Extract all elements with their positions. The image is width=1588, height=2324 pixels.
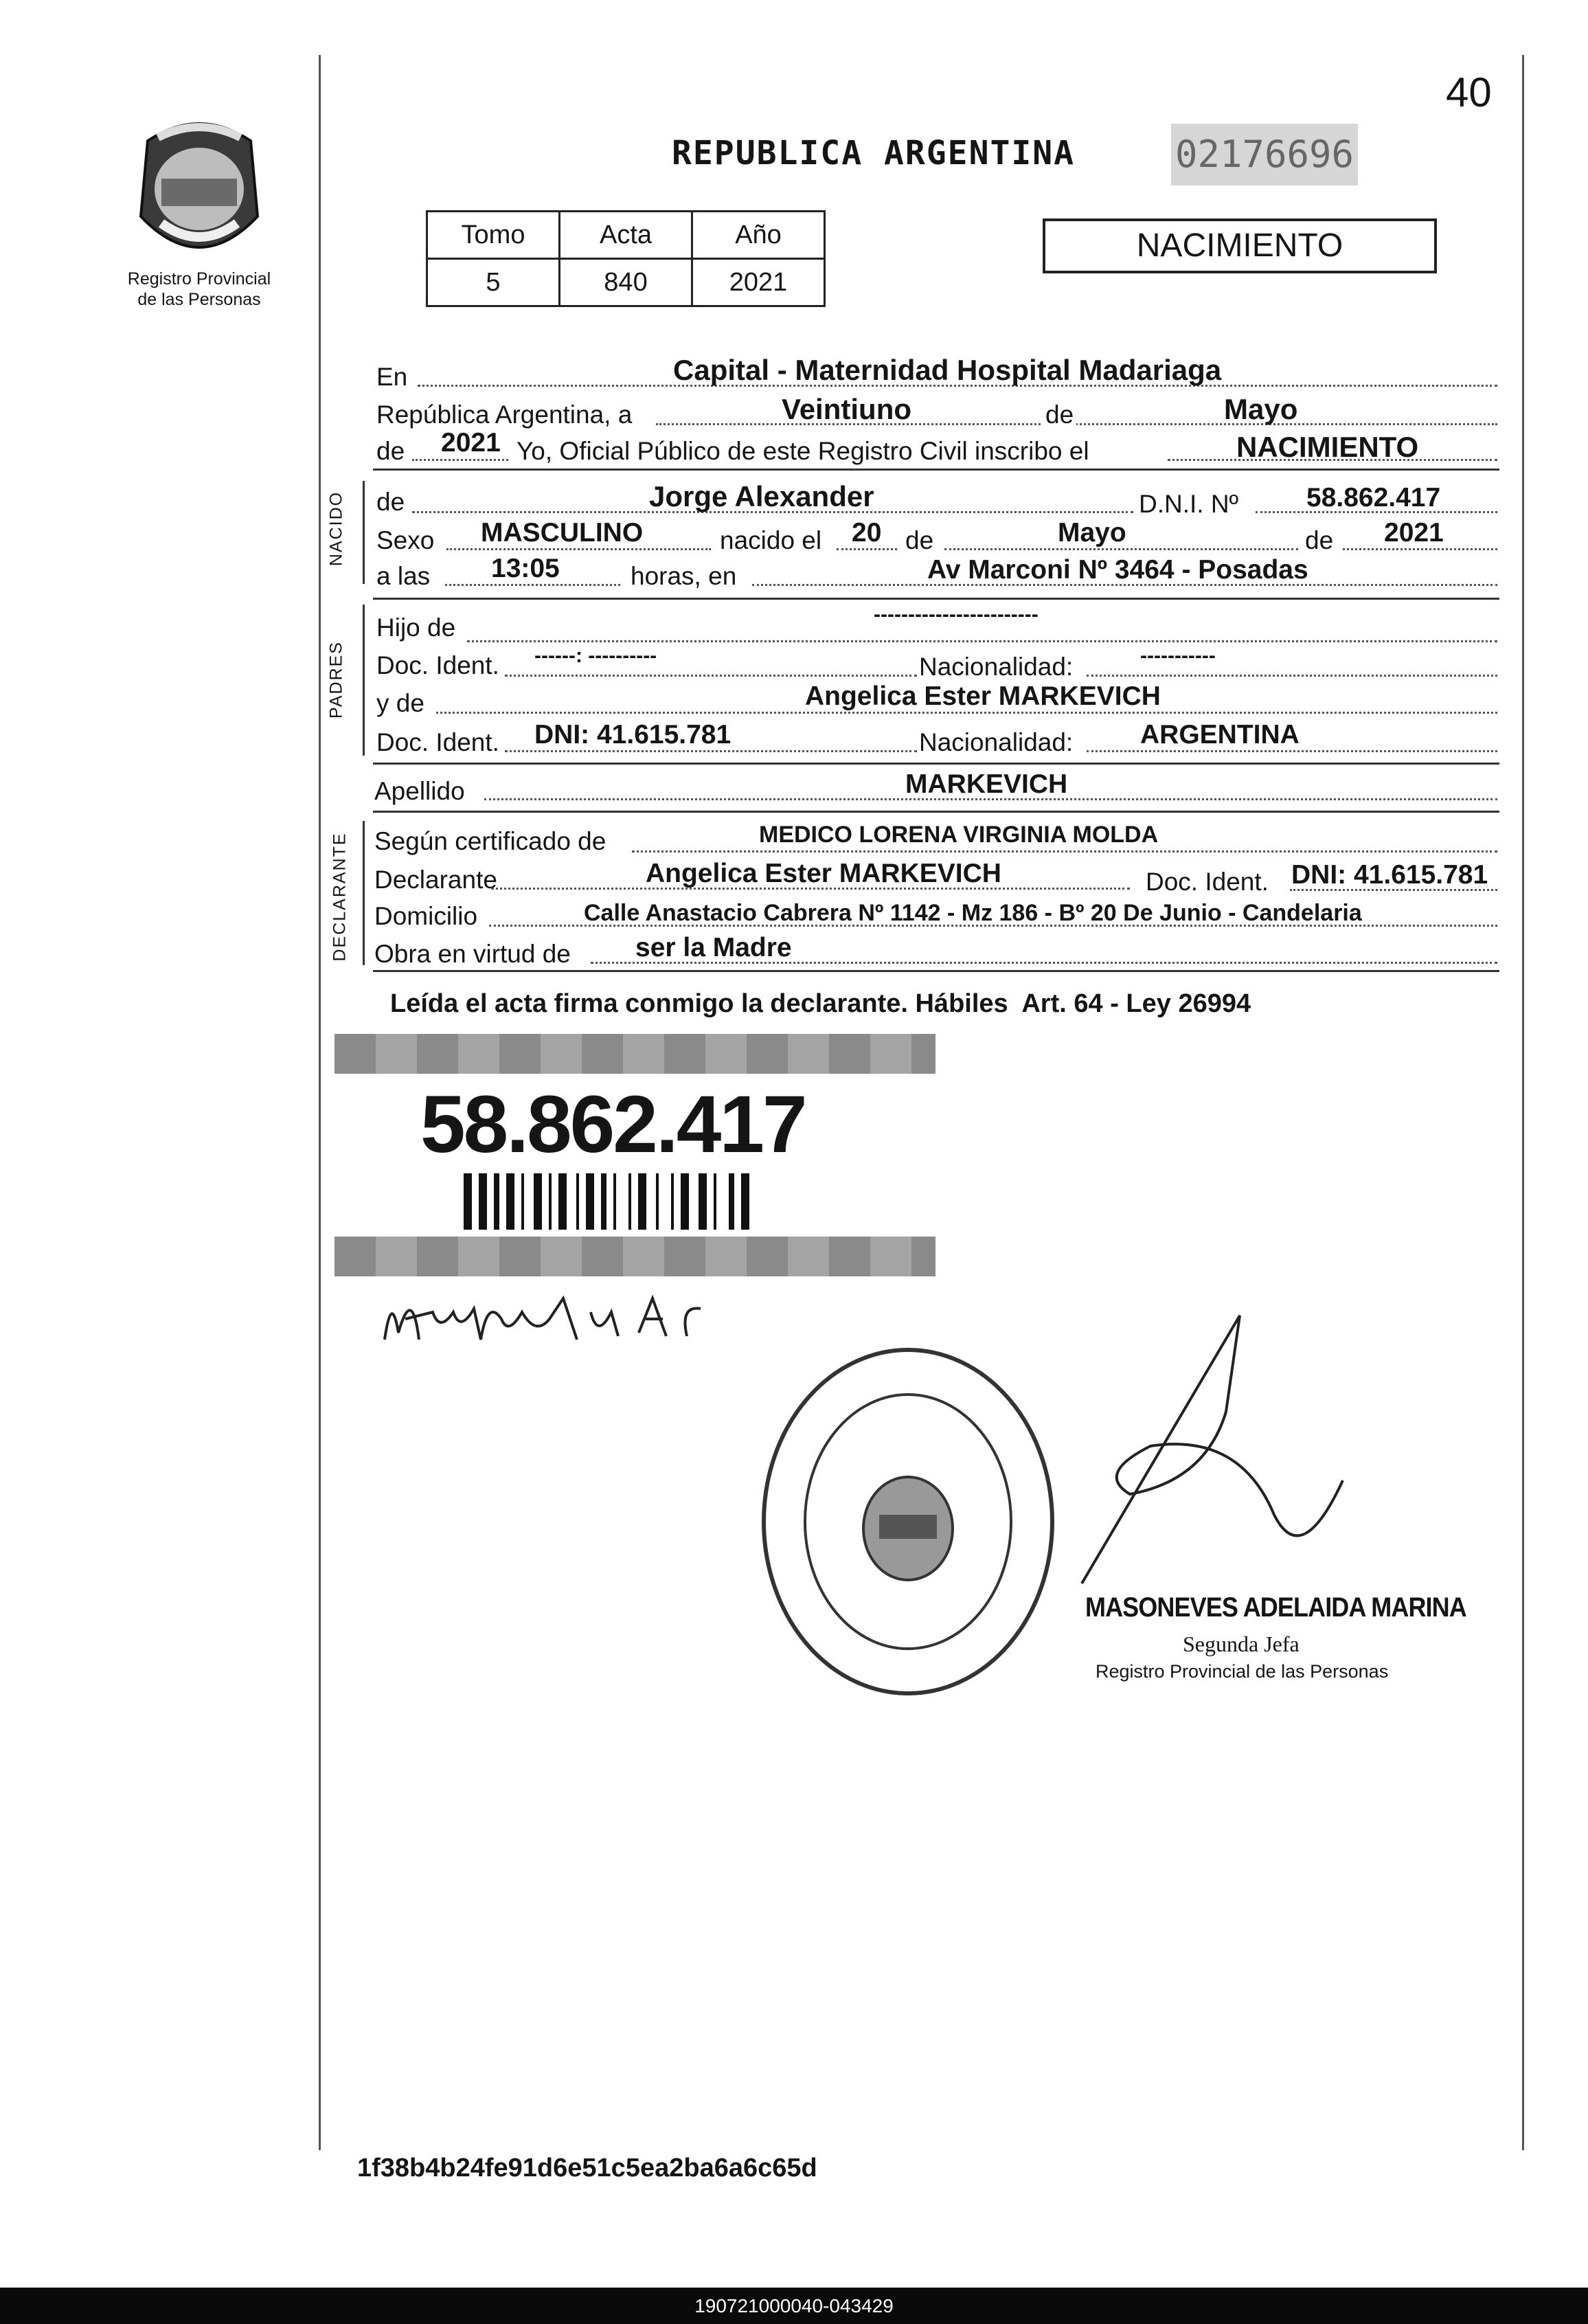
padres-side-bar [363,605,365,756]
birth-year-dotted-line [1343,548,1497,550]
header-acta: Acta [560,212,692,259]
birth-time: 13:05 [491,554,560,583]
record-type-box: NACIMIENTO [1043,218,1437,273]
left-margin-line [319,55,321,2150]
father-doc-label: Doc. Ident. [376,651,499,679]
barcode-bar [699,1173,707,1230]
barcode-bar [714,1173,716,1230]
barcode-bar [534,1173,542,1230]
nacido-de-label: de [376,488,405,516]
father-nationality: ----------- [1140,644,1216,667]
a-las-label: a las [376,562,431,590]
divider-padres-bottom [373,763,1499,765]
barcode-bar [681,1173,689,1230]
value-tomo: 5 [427,259,560,306]
certificado-value: MEDICO LORENA VIRGINIA MOLDA [759,822,1159,848]
certificado-label: Según certificado de [374,827,606,855]
page-number: 40 [1446,69,1492,115]
dni-label: D.N.I. Nº [1139,490,1239,518]
apellido-value: MARKEVICH [905,769,1068,799]
barcode-bar [494,1173,499,1230]
y-de-label: y de [376,689,424,717]
mother-name: Angelica Ester MARKEVICH [805,681,1161,711]
official-name: MASONEVES ADELAIDA MARINA [1085,1592,1466,1623]
barcode-bar [671,1173,674,1230]
birth-month: Mayo [1058,518,1126,548]
father-doc-dotted-line [505,675,917,677]
serial-stamp: 02176696 [1171,124,1358,185]
birth-year: 2021 [1384,518,1444,548]
father-dotted-line [467,640,1497,642]
divider-padres-top [373,598,1499,600]
birth-de-label-2: de [1305,526,1334,554]
barcode-bar [628,1173,631,1230]
sticker-top-stripe [334,1034,935,1074]
nacido-el-label: nacido el [720,526,822,554]
barcode-bar [601,1173,606,1230]
document-hash: 1f38b4b24fe91d6e51c5ea2ba6a6c65d [357,2154,817,2182]
en-label: En [376,363,408,391]
value-anio: 2021 [692,259,825,306]
barcode-bar [464,1173,472,1230]
declarante-doc-label: Doc. Ident. [1146,868,1269,896]
oficial-text: Yo, Oficial Público de este Registro Civil inscribo el [517,437,1089,465]
official-signature [1068,1309,1357,1597]
barcode-bar [613,1173,616,1230]
declarant-signature [371,1271,742,1367]
birth-address: Av Marconi Nº 3464 - Posadas [927,555,1308,585]
barcode-bar [638,1173,646,1230]
domicilio-label: Domicilio [374,902,478,930]
header-anio: Año [692,212,825,259]
barcode-bar [479,1173,487,1230]
year-value: 2021 [441,428,501,458]
birth-de-label: de [905,526,934,554]
register-table [426,210,826,307]
barcode-bar [558,1173,567,1230]
footer-bar [0,2288,1588,2324]
header-tomo: Tomo [427,212,560,259]
official-seal [756,1343,1061,1700]
horas-label: horas, en [631,562,737,590]
birth-day: 20 [852,518,882,548]
mother-doc: DNI: 41.615.781 [534,720,731,749]
barcode-bar [576,1173,579,1230]
nacido-side-bar [363,481,365,584]
side-label-padres: PADRES [326,641,346,719]
side-label-nacido: NACIDO [326,490,346,567]
sexo-dotted-line [446,548,711,550]
barcode [464,1173,797,1230]
declarante-doc: DNI: 41.615.781 [1291,860,1488,890]
barcode-bar [729,1173,734,1230]
obra-label: Obra en virtud de [374,940,571,968]
child-dni: 58.862.417 [1306,483,1441,512]
month-value: Mayo [1224,393,1298,425]
birth-month-dotted-line [944,548,1298,550]
time-dotted-line [445,584,620,586]
declarante-label: Declarante [374,866,497,894]
divider-declarante-top [373,811,1499,813]
barcode-bar [586,1173,594,1230]
provincial-logo [120,113,278,271]
day-words-value: Veintiuno [782,393,911,425]
place-value: Capital - Maternidad Hospital Madariaga [673,354,1222,386]
official-title: Segunda Jefa [1183,1632,1300,1656]
footer-code: 190721000040-043429 [694,2295,894,2316]
obra-value: ser la Madre [635,933,792,962]
father-name: ------------------------ [874,603,1039,626]
sexo-label: Sexo [376,526,435,554]
declarante-side-bar [363,821,365,965]
mother-doc-label: Doc. Ident. [376,728,499,756]
barcode-bar [741,1173,749,1230]
mother-doc-dotted-line [505,750,917,752]
registry-name-line1: Registro Provincial [127,269,271,289]
year-prefix-label: de [376,437,405,465]
day-dotted-line [837,548,897,550]
country-title: REPUBLICA ARGENTINA [672,134,1076,172]
year-dotted-line [412,459,508,461]
father-nationality-dotted-line [1087,675,1497,677]
barcode-bar [506,1173,514,1230]
barcode-bar [656,1173,659,1230]
side-label-declarante: DECLARANTE [330,832,350,962]
official-office: Registro Provincial de las Personas [1096,1661,1389,1682]
mother-nationality-dotted-line [1087,750,1497,752]
registry-name-line2: de las Personas [137,290,261,309]
inscription-value: NACIMIENTO [1236,431,1419,463]
barcode-bar [549,1173,552,1230]
mother-nationality: ARGENTINA [1140,720,1300,749]
id-number: 58.862.417 [420,1079,806,1170]
apellido-label: Apellido [374,777,465,805]
closing-text: Leída el acta firma conmigo la declarante. Hábiles Art. 64 - Ley 26994 [390,989,1251,1018]
value-acta: 840 [560,259,692,306]
father-doc: ------: ---------- [534,644,657,667]
sexo-value: MASCULINO [481,518,644,548]
declarante-name: Angelica Ester MARKEVICH [646,859,1001,888]
certificado-dotted-line [632,850,1497,853]
republica-label: República Argentina, a [376,401,633,429]
barcode-bar [521,1173,524,1230]
domicilio-value: Calle Anastacio Cabrera Nº 1142 - Mz 186 - Bº 20 De Junio - Candelaria [584,900,1362,926]
divider-declarante-bottom [373,970,1499,972]
right-margin-line [1522,55,1524,2150]
child-name: Jorge Alexander [649,480,874,512]
hijo-de-label: Hijo de [376,613,456,642]
mother-dotted-line [436,712,1497,714]
divider-nacido-top [373,469,1499,471]
de-label: de [1043,402,1076,427]
father-nationality-label: Nacionalidad: [919,653,1074,681]
mother-nationality-label: Nacionalidad: [919,728,1074,756]
declarante-doc-dotted-line [1290,889,1497,891]
